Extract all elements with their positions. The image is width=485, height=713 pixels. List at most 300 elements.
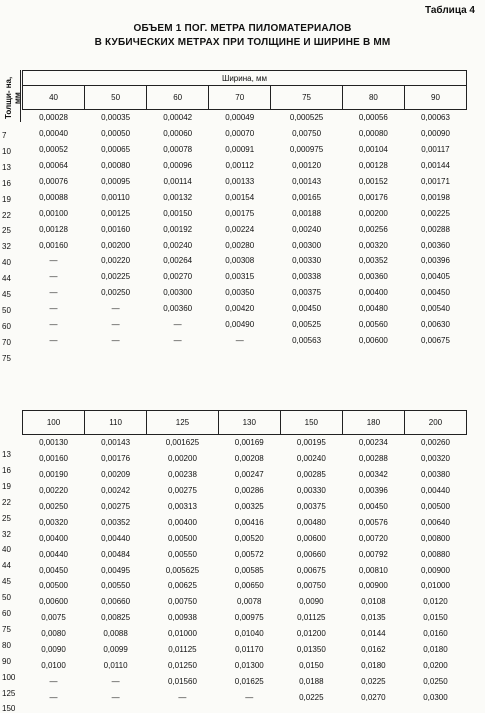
volume-cell: 0,00117 <box>421 145 450 155</box>
thickness-value: 25 <box>2 226 11 236</box>
volume-cell: 0,0099 <box>103 645 128 655</box>
volume-cell: 0,00040 <box>39 129 68 139</box>
volume-cell: 0,0225 <box>361 676 386 686</box>
volume-cell: 0,00165 <box>292 192 322 202</box>
thickness-value: 45 <box>2 577 11 587</box>
thickness-value: 22 <box>2 210 11 220</box>
volume-cell: 0,00600 <box>39 597 68 607</box>
volume-cell: 0,00195 <box>296 438 326 448</box>
volume-cell: 0,00150 <box>163 208 193 218</box>
volume-cell: 0,00286 <box>234 486 264 496</box>
volume-cell: 0,00720 <box>358 533 388 543</box>
volume-cell: 0,00100 <box>39 208 68 218</box>
table-row <box>23 562 467 578</box>
table-row <box>23 435 467 451</box>
volume-cell: 0,00900 <box>421 565 450 575</box>
volume-cell: 0,0180 <box>361 660 386 670</box>
volume-cell: 0,00352 <box>101 517 131 527</box>
volume-cell: — <box>235 335 244 345</box>
volume-cell: 0,0162 <box>361 645 386 655</box>
volume-cell: 0,00240 <box>292 224 322 234</box>
width-column-header: 40 <box>23 86 85 110</box>
volume-cell: 0,00110 <box>101 192 130 202</box>
volume-cell: 0,00650 <box>234 581 264 591</box>
volume-cell: 0,00300 <box>163 288 193 298</box>
volume-cell: 0,00675 <box>421 335 450 345</box>
table-row <box>23 317 467 333</box>
table-row <box>23 626 467 642</box>
volume-cell: 0,00315 <box>225 272 255 282</box>
volume-cell: 0,00160 <box>101 224 131 234</box>
volume-cell: — <box>49 272 58 282</box>
volume-cell: 0,00176 <box>358 192 388 202</box>
volume-cell: 0,00400 <box>358 288 388 298</box>
table-number-label: Таблица 4 <box>424 5 475 16</box>
volume-cell: 0,00750 <box>296 581 326 591</box>
volume-cell: 0,00128 <box>358 161 388 171</box>
volume-cell: 0,00091 <box>225 145 255 155</box>
volume-cell: 0,00264 <box>163 256 193 266</box>
width-column-header: 150 <box>280 411 342 435</box>
volume-cell: 0,0110 <box>103 660 128 670</box>
volume-cell: 0,00285 <box>296 470 326 480</box>
volume-cell: 0,00380 <box>421 470 450 480</box>
volume-cell: 0,0078 <box>237 597 262 607</box>
volume-cell: 0,00450 <box>421 288 450 298</box>
volume-cell: 0,00128 <box>39 224 68 234</box>
volume-cell: 0,0088 <box>103 629 128 639</box>
volume-cell: 0,0250 <box>423 676 448 686</box>
table-row <box>23 285 467 301</box>
volume-cell: 0,00440 <box>101 533 131 543</box>
volume-cell: 0,00065 <box>101 145 131 155</box>
thickness-value: 80 <box>2 640 11 650</box>
table-row <box>23 158 467 174</box>
volume-cell: 0,000975 <box>289 145 324 155</box>
volume-cell: 0,00225 <box>421 208 450 218</box>
volume-cell: — <box>245 692 254 702</box>
volume-cell: 0,00125 <box>101 208 131 218</box>
volume-cell: 0,00540 <box>421 304 450 314</box>
table-row <box>23 673 467 689</box>
volume-cell: 0,00313 <box>167 502 197 511</box>
table-row <box>23 467 467 483</box>
table-row <box>23 174 467 190</box>
volume-cell: — <box>49 335 58 345</box>
volume-cell: 0,00175 <box>225 208 255 218</box>
volume-cell: 0,00450 <box>292 304 322 314</box>
volume-cell: 0,001625 <box>165 438 200 448</box>
volume-cell: 0,00250 <box>39 502 68 511</box>
volume-cell: 0,00300 <box>292 240 322 250</box>
volume-cell: 0,00042 <box>163 113 193 123</box>
volume-cell: 0,00563 <box>292 335 322 345</box>
volume-cell: 0,00090 <box>421 129 450 139</box>
volume-cell: 0,0180 <box>423 645 448 655</box>
volume-cell: 0,00625 <box>167 581 197 591</box>
volume-cell: 0,00338 <box>292 272 322 282</box>
table-row <box>23 594 467 610</box>
thickness-value: 150 <box>2 704 16 713</box>
volume-cell: 0,00035 <box>101 113 131 123</box>
volume-cell: 0,00114 <box>163 177 192 186</box>
volume-cell: 0,01125 <box>168 645 197 655</box>
volume-cell: 0,00270 <box>163 272 193 282</box>
volume-cell: 0,00484 <box>101 549 131 559</box>
volume-cell: 0,00500 <box>39 581 68 591</box>
volume-cell: 0,00242 <box>101 486 131 496</box>
volume-cell: — <box>173 335 182 345</box>
volume-cell: — <box>49 320 58 330</box>
thickness-value: 10 <box>2 146 11 156</box>
volume-cell: 0,00144 <box>421 161 450 171</box>
thickness-value: 25 <box>2 513 11 523</box>
width-column-header: 110 <box>85 411 147 435</box>
volume-cell: 0,00600 <box>358 335 388 345</box>
volume-cell: 0,00525 <box>292 320 322 330</box>
volume-cell: — <box>49 304 58 314</box>
volume-cell: 0,00160 <box>39 240 68 250</box>
volume-cell: — <box>173 320 182 330</box>
table-row <box>23 221 467 237</box>
volume-cell: 0,00320 <box>39 517 68 527</box>
volume-cell: 0,00342 <box>358 470 388 480</box>
volume-cell: 0,00975 <box>234 613 264 623</box>
volume-cell: 0,00360 <box>163 304 193 314</box>
volume-cell: 0,005625 <box>165 565 200 575</box>
volume-cell: 0,01625 <box>234 676 264 686</box>
width-column-header: 180 <box>342 411 404 435</box>
volume-cell: 0,00028 <box>39 113 68 123</box>
volume-cell: 0,00200 <box>358 208 388 218</box>
volume-cell: 0,00640 <box>421 517 450 527</box>
volume-cell: 0,00225 <box>101 272 131 282</box>
thickness-value: 16 <box>2 178 11 188</box>
volume-cell: 0,00260 <box>421 438 450 448</box>
volume-cell: 0,00675 <box>296 565 326 575</box>
thickness-value: 125 <box>2 688 16 698</box>
volume-cell: 0,00500 <box>167 533 197 543</box>
volume-cell: 0,00288 <box>421 224 450 234</box>
volume-cell: 0,0100 <box>41 660 66 670</box>
thickness-value: 13 <box>2 450 11 459</box>
table-row <box>23 269 467 285</box>
volume-cell: 0,00810 <box>358 565 388 575</box>
volume-cell: 0,00490 <box>225 320 255 330</box>
volume-cell: 0,00080 <box>101 161 131 171</box>
volume-cell: — <box>178 692 187 702</box>
volume-cell: 0,00238 <box>167 470 197 480</box>
volume-cell: 0,00240 <box>296 454 326 464</box>
volume-cell: — <box>49 692 58 702</box>
volume-cell: 0,00420 <box>225 304 255 314</box>
volume-cell: 0,00176 <box>101 454 131 464</box>
volume-cell: 0,00660 <box>296 549 326 559</box>
volume-cell: — <box>111 676 120 686</box>
volume-cell: 0,00063 <box>421 113 450 123</box>
table-row <box>23 642 467 658</box>
volume-cell: 0,00600 <box>296 533 326 543</box>
width-header-row <box>23 86 467 110</box>
volume-cell: 0,00096 <box>163 161 193 171</box>
volume-cell: 0,00330 <box>296 486 326 496</box>
table-row <box>23 301 467 317</box>
volume-cell: 0,00154 <box>225 192 255 202</box>
table-row <box>23 610 467 626</box>
volume-cell: 0,00400 <box>39 533 68 543</box>
width-column-header: 80 <box>342 86 404 110</box>
volume-cell: — <box>111 304 120 314</box>
volume-cell: 0,01170 <box>235 645 264 655</box>
thickness-value: 44 <box>2 274 11 284</box>
page-title <box>0 22 485 50</box>
volume-cell: 0,00078 <box>163 145 193 155</box>
volume-cell: 0,00152 <box>358 177 388 186</box>
volume-cell: 0,000525 <box>289 113 324 123</box>
volume-cell: 0,00520 <box>234 533 264 543</box>
volume-cell: 0,0188 <box>299 676 324 686</box>
volume-cell: 0,00050 <box>101 129 131 139</box>
volume-cell: 0,00224 <box>225 224 255 234</box>
volume-cell: 0,01300 <box>234 660 264 670</box>
thickness-value: 45 <box>2 290 11 299</box>
title-line-2: В КУБИЧЕСКИХ МЕТРАХ ПРИ ТОЛЩИНЕ И ШИРИНЕ В ММ <box>94 37 391 48</box>
thickness-value: 40 <box>2 545 11 555</box>
volume-cell: 0,00320 <box>421 454 450 464</box>
thickness-value: 22 <box>2 497 11 507</box>
volume-cell: 0,00160 <box>39 454 68 464</box>
table-row <box>23 578 467 594</box>
table-row <box>23 451 467 467</box>
table-row <box>23 514 467 530</box>
volume-cell: 0,01000 <box>421 581 450 591</box>
width-column-header: 60 <box>147 86 209 110</box>
volume-cell: 0,00375 <box>296 502 326 511</box>
volume-cell: 0,00208 <box>234 454 264 464</box>
volume-cell: 0,00825 <box>101 613 131 623</box>
thickness-header: Толщи- на, мм <box>4 76 22 120</box>
volume-table-2 <box>22 410 467 705</box>
thickness-value: 7 <box>2 131 7 140</box>
width-column-header: 100 <box>23 411 85 435</box>
thickness-value: 100 <box>2 672 16 682</box>
volume-cell: 0,0160 <box>423 629 448 639</box>
volume-cell: 0,00171 <box>421 177 450 186</box>
thickness-value: 32 <box>2 242 11 252</box>
volume-cell: 0,00500 <box>421 502 450 511</box>
volume-cell: 0,00360 <box>358 272 388 282</box>
table-row <box>23 483 467 499</box>
volume-cell: 0,0150 <box>299 660 324 670</box>
volume-cell: 0,0075 <box>41 613 66 623</box>
volume-cell: 0,00095 <box>101 177 131 186</box>
volume-cell: 0,00560 <box>358 320 388 330</box>
table-row <box>23 546 467 562</box>
thickness-value: 44 <box>2 561 11 571</box>
width-column-header: 130 <box>218 411 280 435</box>
volume-cell: 0,01000 <box>167 629 197 639</box>
volume-cell: 0,00800 <box>421 533 450 543</box>
volume-cell: 0,00070 <box>225 129 255 139</box>
width-column-header: 50 <box>85 86 147 110</box>
volume-cell: 0,00450 <box>358 502 388 511</box>
volume-cell: 0,00375 <box>292 288 322 298</box>
volume-cell: 0,00088 <box>39 192 68 202</box>
volume-cell: 0,00130 <box>39 438 68 448</box>
volume-cell: 0,00080 <box>358 129 388 139</box>
volume-cell: 0,00120 <box>292 161 322 171</box>
volume-cell: 0,00352 <box>358 256 388 266</box>
volume-cell: 0,00132 <box>163 192 193 202</box>
volume-cell: 0,00350 <box>225 288 255 298</box>
thickness-value: 50 <box>2 593 11 603</box>
volume-cell: 0,00209 <box>101 470 131 480</box>
volume-cell: 0,00405 <box>421 272 450 282</box>
volume-cell: 0,00630 <box>421 320 450 330</box>
volume-cell: 0,01200 <box>296 629 326 639</box>
thickness-value: 40 <box>2 258 11 268</box>
volume-cell: 0,00104 <box>358 145 388 155</box>
volume-cell: 0,00880 <box>421 549 450 559</box>
volume-cell: 0,00288 <box>358 454 388 464</box>
thickness-value: 75 <box>2 624 11 634</box>
volume-cell: 0,00076 <box>39 177 68 186</box>
title-line-1: ОБЪЕМ 1 ПОГ. МЕТРА ПИЛОМАТЕРИАЛОВ <box>133 23 352 34</box>
volume-cell: 0,00330 <box>292 256 322 266</box>
volume-cell: 0,00900 <box>358 581 388 591</box>
table-row <box>23 126 467 142</box>
volume-cell: 0,00396 <box>358 486 388 496</box>
volume-cell: — <box>111 335 120 345</box>
table-row <box>23 530 467 546</box>
width-column-header: 70 <box>209 86 271 110</box>
volume-cell: — <box>49 256 58 266</box>
volume-cell: 0,00938 <box>167 613 197 623</box>
volume-cell: — <box>49 288 58 298</box>
volume-cell: 0,01250 <box>167 660 197 670</box>
volume-cell: 0,00220 <box>101 256 131 266</box>
volume-cell: 0,00308 <box>225 256 255 266</box>
volume-cell: 0,0270 <box>361 692 386 702</box>
thickness-value: 32 <box>2 529 11 539</box>
table-row <box>23 142 467 158</box>
volume-cell: 0,00060 <box>163 129 193 139</box>
table-row <box>23 205 467 221</box>
volume-cell: 0,00234 <box>358 438 388 448</box>
volume-cell: 0,00495 <box>101 565 131 575</box>
table-row <box>23 332 467 348</box>
table-row <box>23 189 467 205</box>
width-column-header: 200 <box>404 411 466 435</box>
volume-cell: 0,0144 <box>361 629 386 639</box>
volume-cell: — <box>49 676 58 686</box>
volume-cell: 0,00792 <box>358 549 388 559</box>
volume-cell: 0,00275 <box>101 502 131 511</box>
volume-cell: 0,0225 <box>299 692 324 702</box>
volume-cell: 0,00240 <box>163 240 193 250</box>
thickness-value: 19 <box>2 194 11 204</box>
volume-cell: 0,00250 <box>101 288 131 298</box>
volume-cell: 0,00400 <box>167 517 197 527</box>
thickness-value: 50 <box>2 305 11 315</box>
volume-cell: 0,00750 <box>292 129 322 139</box>
volume-cell: 0,00049 <box>225 113 255 123</box>
volume-cell: 0,00360 <box>421 240 450 250</box>
volume-cell: 0,00480 <box>358 304 388 314</box>
volume-cell: 0,00440 <box>39 549 68 559</box>
table-row <box>23 253 467 269</box>
thickness-value: 60 <box>2 321 11 331</box>
volume-table-1 <box>22 70 467 348</box>
volume-cell: 0,00550 <box>167 549 197 559</box>
volume-cell: 0,0090 <box>299 597 324 607</box>
volume-cell: 0,0090 <box>41 645 66 655</box>
volume-cell: — <box>111 320 120 330</box>
volume-cell: 0,0200 <box>423 660 448 670</box>
volume-cell: 0,00133 <box>225 177 255 186</box>
volume-cell: 0,00143 <box>292 177 322 186</box>
volume-cell: 0,00550 <box>101 581 131 591</box>
table-row <box>23 237 467 253</box>
volume-cell: 0,0120 <box>423 597 448 607</box>
thickness-value: 75 <box>2 353 11 363</box>
volume-cell: 0,00192 <box>163 224 193 234</box>
volume-cell: 0,0108 <box>361 597 386 607</box>
table-row <box>23 657 467 673</box>
volume-cell: 0,00064 <box>39 161 68 171</box>
width-column-header: 75 <box>271 86 343 110</box>
volume-cell: 0,0080 <box>41 629 66 639</box>
volume-cell: 0,0135 <box>361 613 386 623</box>
volume-cell: 0,00200 <box>167 454 197 464</box>
volume-cell: 0,00056 <box>358 113 388 123</box>
volume-cell: 0,00325 <box>234 502 264 511</box>
volume-cell: 0,00450 <box>39 565 68 575</box>
volume-cell: 0,00576 <box>358 517 388 527</box>
volume-cell: 0,00143 <box>101 438 131 448</box>
thickness-value: 70 <box>2 337 11 347</box>
volume-cell: 0,00188 <box>292 208 322 218</box>
volume-cell: 0,00200 <box>101 240 131 250</box>
volume-cell: 0,01350 <box>296 645 326 655</box>
volume-cell: 0,00320 <box>358 240 388 250</box>
volume-cell: 0,00660 <box>101 597 131 607</box>
width-header: Ширина, мм <box>23 71 467 86</box>
thickness-value: 90 <box>2 656 11 666</box>
thickness-value: 19 <box>2 481 11 491</box>
volume-cell: — <box>111 692 120 702</box>
table-row <box>23 499 467 515</box>
volume-cell: 0,00585 <box>234 565 264 575</box>
volume-cell: 0,00572 <box>234 549 264 559</box>
volume-cell: 0,01125 <box>297 613 326 623</box>
table-row <box>23 689 467 705</box>
thickness-value: 13 <box>2 162 11 172</box>
volume-cell: 0,00247 <box>234 470 264 480</box>
volume-cell: 0,00112 <box>225 161 254 171</box>
volume-cell: 0,00169 <box>234 438 264 448</box>
volume-cell: 0,0150 <box>423 613 448 623</box>
volume-cell: 0,01560 <box>167 676 197 686</box>
thickness-value: 60 <box>2 609 11 618</box>
volume-cell: 0,00480 <box>296 517 326 527</box>
volume-cell: 0,00190 <box>39 470 68 480</box>
volume-cell: 0,00275 <box>167 486 197 496</box>
volume-cell: 0,00198 <box>421 192 450 202</box>
thickness-value: 16 <box>2 465 11 475</box>
width-column-header: 125 <box>147 411 219 435</box>
table-row <box>23 110 467 126</box>
